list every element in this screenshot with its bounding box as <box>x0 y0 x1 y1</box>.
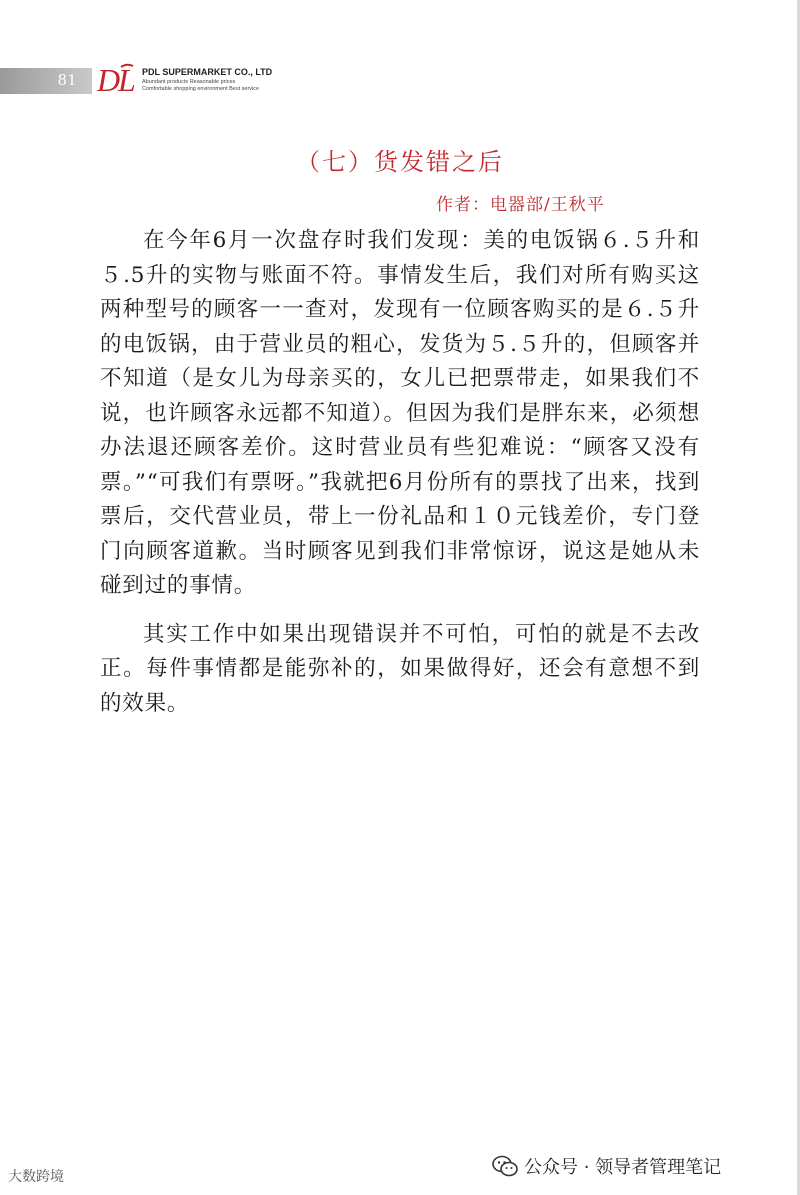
watermark-left: 大数跨境 <box>8 1168 64 1184</box>
article-title: （七）货发错之后 <box>296 148 504 176</box>
watermark-right <box>492 1152 721 1180</box>
wechat-icon <box>492 1155 518 1177</box>
company-name: PDL SUPERMARKET CO., LTD <box>142 67 273 77</box>
company-tagline <box>142 79 262 92</box>
article-body <box>100 224 700 721</box>
watermark-right-text: 公众号 · 领导者管理笔记 <box>524 1157 722 1178</box>
tagline-line-2: Comfortable shopping environment Best service <box>142 85 260 92</box>
pdl-logo-icon <box>97 63 141 95</box>
svg-text:L: L <box>118 63 136 95</box>
svg-text:D: D <box>97 63 121 95</box>
page-number: 81 <box>58 70 77 89</box>
header-band <box>0 68 92 94</box>
paragraph: 其实工作中如果出现错误并不可怕，可怕的就是不去改正。每件事情都是能弥补的，如果做得好，还会有意想不到的效果。 <box>100 621 700 716</box>
tagline-line-1: Abundant products Reasonable prices <box>142 79 236 85</box>
article-author: 作者：电器部/王秋平 <box>436 195 605 215</box>
paragraph: 在今年6月一次盘存时我们发现：美的电饭锅６.５升和５.5升的实物与账面不符。事情发生后，我们对所有购买这两种型号的顾客一一查对，发现有一位顾客购买的是６.５升的电饭锅，由于营业员的粗心，发货为５.５升的，但顾客并不知道（是女儿为母亲买的，女儿已把票带走，如果我们不说，也许顾客永远都不知道）。但因为我们是胖东来，必须想办法退还顾客差价。这时营业员有些犯难说：“顾客又没有票。”“可我们有票呀。”我就把6月份所有的票找了出来，找到票后，交代营业员，带上一份礼品和１０元钱差价，专门登门向顾客道歉。当时顾客见到我们非常惊讶，说这是她从未碰到过的事情。 <box>100 228 700 598</box>
